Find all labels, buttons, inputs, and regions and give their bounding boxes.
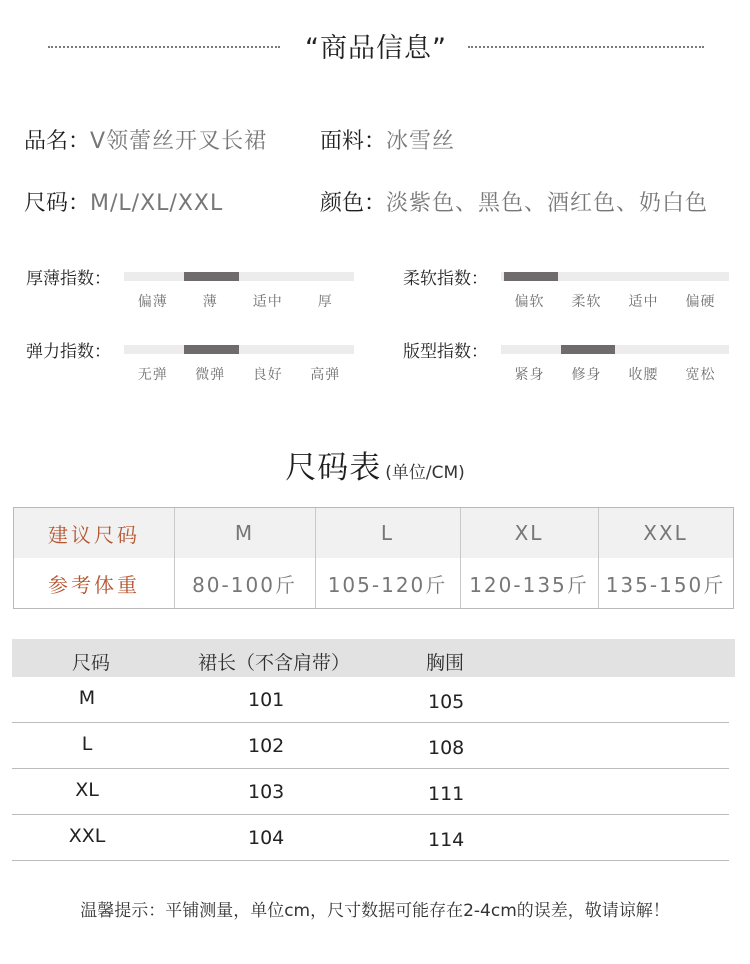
index-option: 适中 [628,294,659,310]
info-value: M/L/XL/XXL [90,191,224,216]
table-cell-length: 103 [248,781,285,803]
table-cell-length: 102 [248,735,285,757]
index-track [124,272,354,281]
index-thickness [26,264,366,324]
info-value: 冰雪丝 [386,129,456,154]
index-option: 偏薄 [137,294,168,310]
size-chart-heading: 尺码表 [285,450,382,486]
index-option: 薄 [202,294,218,310]
info-value: 淡紫色、黑色、酒红色、奶白色 [386,191,709,216]
table-header-cell: 裙长（不含肩带） [198,652,351,674]
table-cell-bust: 114 [428,829,465,851]
section-header [0,26,750,66]
grid-cell: 105-120斤 [327,572,448,597]
info-key: 颜色： [320,191,387,216]
index-fill [504,272,558,281]
table-cell-length: 101 [248,689,285,711]
table-header [12,639,735,677]
divider-right [468,46,704,48]
info-key: 尺码： [24,191,91,216]
grid-cell: XL [514,521,544,545]
index-option: 高弹 [310,367,341,383]
table-cell-bust: 111 [428,783,465,805]
table-header-cell: 尺码 [72,652,111,674]
info-size [24,186,223,217]
table-row [12,723,729,769]
index-option: 良好 [252,367,283,383]
cell-text: L [81,733,93,755]
info-color [320,186,708,217]
divider-left [48,46,280,48]
size-recommendation-grid [13,507,734,609]
index-option: 修身 [571,367,602,383]
cell-text: M [78,687,96,709]
index-label: 版型指数： [403,342,488,362]
size-chart-title [0,442,750,487]
info-fabric [320,124,455,155]
table-row [12,769,729,815]
index-option: 无弹 [137,367,168,383]
grid-cell: 80-100斤 [192,572,297,597]
table-cell-length: 104 [248,827,285,849]
index-option: 偏软 [514,294,545,310]
index-label: 柔软指数： [403,269,488,289]
table-cell-bust: 108 [428,737,465,759]
grid-divider [174,508,175,608]
grid-divider [315,508,316,608]
grid-cell: M [234,521,255,545]
index-label: 厚薄指数： [26,269,111,289]
index-track [501,272,729,281]
grid-row-label: 参考体重 [48,572,140,597]
table-header-cell: 胸围 [426,652,465,674]
footer-note: 温馨提示：平铺测量，单位cm，尺寸数据可能存在2-4cm的误差，敬请谅解！ [80,901,670,921]
info-key: 面料： [320,129,387,154]
index-fit [403,337,743,397]
index-fill [561,345,615,354]
info-product-name [24,124,267,155]
table-row [12,677,729,723]
index-option: 紧身 [514,367,545,383]
grid-row-size [14,508,733,558]
info-key: 品名： [24,129,91,154]
grid-cell: XXL [643,521,688,545]
measurement-table [12,639,735,861]
index-softness [403,264,743,324]
index-option: 偏硬 [685,294,716,310]
cell-text: XXL [68,825,106,847]
section-title: “商品信息” [305,33,447,64]
table-cell-bust: 105 [428,691,465,713]
index-option: 收腰 [628,367,659,383]
index-fill [184,272,239,281]
grid-cell: 120-135斤 [469,572,589,597]
index-label: 弹力指数： [26,342,111,362]
grid-divider [460,508,461,608]
index-option: 厚 [317,294,333,310]
grid-row-weight [14,558,733,608]
index-track [501,345,729,354]
index-option: 适中 [252,294,283,310]
table-row [12,815,729,861]
index-option: 柔软 [571,294,602,310]
index-elasticity [26,337,366,397]
index-track [124,345,354,354]
info-value: V领蕾丝开叉长裙 [90,129,268,154]
grid-row-label: 建议尺码 [48,522,140,547]
grid-cell: L [380,521,395,545]
grid-divider [598,508,599,608]
index-option: 微弹 [195,367,226,383]
size-chart-unit: (单位/CM) [385,463,465,483]
grid-cell: 135-150斤 [605,572,726,597]
index-option: 宽松 [685,367,716,383]
cell-text: XL [75,779,99,801]
index-fill [184,345,239,354]
